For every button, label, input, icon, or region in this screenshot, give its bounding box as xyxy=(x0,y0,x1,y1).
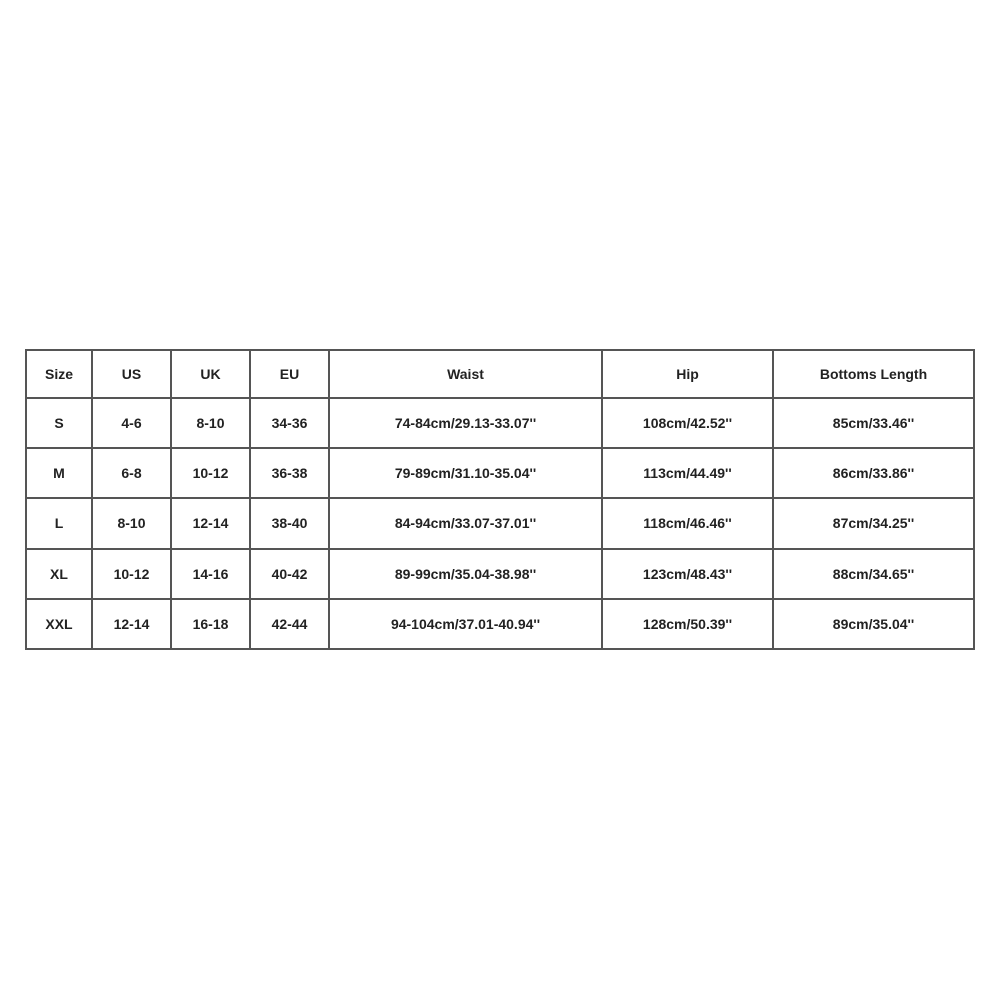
cell-waist: 94-104cm/37.01-40.94'' xyxy=(330,600,603,650)
header-hip: Hip xyxy=(603,351,774,399)
cell-us: 10-12 xyxy=(93,550,172,600)
header-uk: UK xyxy=(172,351,251,399)
cell-size: XXL xyxy=(27,600,93,650)
cell-hip: 128cm/50.39'' xyxy=(603,600,774,650)
table-row xyxy=(27,499,975,549)
cell-eu: 36-38 xyxy=(251,449,330,499)
cell-eu: 34-36 xyxy=(251,399,330,449)
cell-eu: 38-40 xyxy=(251,499,330,549)
cell-size: XL xyxy=(27,550,93,600)
cell-waist: 79-89cm/31.10-35.04'' xyxy=(330,449,603,499)
cell-us: 12-14 xyxy=(93,600,172,650)
cell-hip: 113cm/44.49'' xyxy=(603,449,774,499)
header-eu: EU xyxy=(251,351,330,399)
cell-us: 4-6 xyxy=(93,399,172,449)
size-chart-table xyxy=(25,349,975,650)
cell-bottoms-length: 89cm/35.04'' xyxy=(774,600,975,650)
cell-eu: 40-42 xyxy=(251,550,330,600)
header-size: Size xyxy=(27,351,93,399)
cell-uk: 14-16 xyxy=(172,550,251,600)
table-row xyxy=(27,550,975,600)
header-row xyxy=(27,351,975,399)
cell-uk: 16-18 xyxy=(172,600,251,650)
cell-us: 6-8 xyxy=(93,449,172,499)
cell-waist: 74-84cm/29.13-33.07'' xyxy=(330,399,603,449)
cell-us: 8-10 xyxy=(93,499,172,549)
cell-eu: 42-44 xyxy=(251,600,330,650)
cell-bottoms-length: 87cm/34.25'' xyxy=(774,499,975,549)
header-bottoms-length: Bottoms Length xyxy=(774,351,975,399)
cell-size: L xyxy=(27,499,93,549)
cell-uk: 10-12 xyxy=(172,449,251,499)
cell-waist: 84-94cm/33.07-37.01'' xyxy=(330,499,603,549)
cell-hip: 123cm/48.43'' xyxy=(603,550,774,600)
table-row xyxy=(27,600,975,650)
table-row xyxy=(27,399,975,449)
cell-waist: 89-99cm/35.04-38.98'' xyxy=(330,550,603,600)
cell-bottoms-length: 86cm/33.86'' xyxy=(774,449,975,499)
cell-uk: 12-14 xyxy=(172,499,251,549)
cell-bottoms-length: 85cm/33.46'' xyxy=(774,399,975,449)
header-waist: Waist xyxy=(330,351,603,399)
table-row xyxy=(27,449,975,499)
cell-bottoms-length: 88cm/34.65'' xyxy=(774,550,975,600)
cell-hip: 118cm/46.46'' xyxy=(603,499,774,549)
cell-size: M xyxy=(27,449,93,499)
cell-uk: 8-10 xyxy=(172,399,251,449)
cell-hip: 108cm/42.52'' xyxy=(603,399,774,449)
cell-size: S xyxy=(27,399,93,449)
header-us: US xyxy=(93,351,172,399)
